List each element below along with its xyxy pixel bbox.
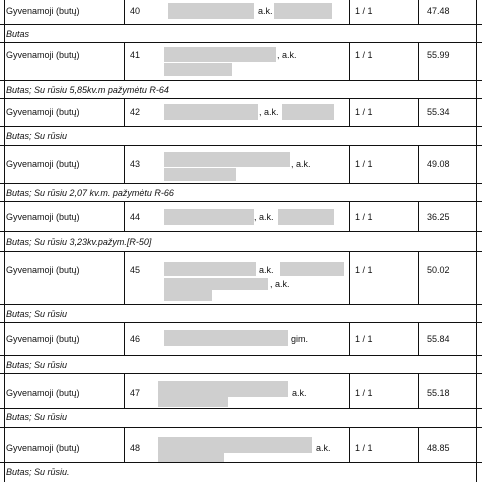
type-cell: Gyvenamoji (butų) xyxy=(6,212,80,222)
redacted-name xyxy=(164,47,276,62)
row-divider xyxy=(0,42,482,43)
column-divider xyxy=(418,145,419,183)
column-divider xyxy=(349,322,350,355)
personal-code-label: , a.k. xyxy=(277,50,297,60)
personal-code-label: , a.k. xyxy=(270,279,290,289)
row-divider xyxy=(0,80,482,81)
number-cell: 46 xyxy=(130,334,141,344)
column-divider xyxy=(418,373,419,408)
type-cell: Gyvenamoji (butų) xyxy=(6,50,80,60)
redacted-name xyxy=(164,262,256,276)
number-cell: 41 xyxy=(130,50,141,60)
type-cell: Gyvenamoji (butų) xyxy=(6,159,80,169)
redacted-name xyxy=(168,3,254,19)
number-cell: 45 xyxy=(130,265,141,275)
column-divider xyxy=(418,98,419,126)
row-note: Butas; Su rūsiu 5,85kv.m pažymėtu R-64 xyxy=(6,85,169,95)
area-cell: 49.08 xyxy=(427,159,450,169)
row-divider xyxy=(0,201,482,202)
area-cell: 55.18 xyxy=(427,388,450,398)
row-divider xyxy=(0,322,482,323)
personal-code-label: , a.k. xyxy=(259,107,279,117)
number-cell: 42 xyxy=(130,107,141,117)
redacted-name xyxy=(164,278,268,290)
redacted-personal-code xyxy=(278,209,334,225)
redacted-name xyxy=(164,152,290,167)
personal-code-label: a.k. xyxy=(258,6,273,16)
redacted-personal-code xyxy=(164,63,232,76)
column-divider xyxy=(124,201,125,231)
column-divider xyxy=(418,201,419,231)
area-cell: 48.85 xyxy=(427,443,450,453)
column-divider xyxy=(124,427,125,462)
area-cell: 36.25 xyxy=(427,212,450,222)
column-divider xyxy=(349,42,350,80)
column-divider xyxy=(349,145,350,183)
redacted-personal-code xyxy=(282,104,334,120)
area-cell: 47.48 xyxy=(427,6,450,16)
row-divider xyxy=(0,373,482,374)
redacted-personal-code xyxy=(158,452,224,462)
row-divider xyxy=(0,183,482,184)
row-note: Butas; Su rūsiu 3,23kv.pažym.[R-50] xyxy=(6,237,152,247)
column-divider xyxy=(349,427,350,462)
number-cell: 40 xyxy=(130,6,141,16)
column-divider xyxy=(418,427,419,462)
type-cell: Gyvenamoji (butų) xyxy=(6,388,80,398)
row-divider xyxy=(0,304,482,305)
row-divider xyxy=(0,427,482,428)
number-cell: 48 xyxy=(130,443,141,453)
redacted-name xyxy=(164,104,258,120)
row-note: Butas; Su rūsiu xyxy=(6,412,68,422)
share-cell: 1 / 1 xyxy=(355,6,373,16)
row-divider xyxy=(0,24,482,25)
redacted-personal-code xyxy=(280,262,344,276)
column-divider xyxy=(124,373,125,408)
row-divider xyxy=(0,145,482,146)
area-cell: 55.99 xyxy=(427,50,450,60)
column-divider xyxy=(124,42,125,80)
table-row xyxy=(0,0,482,24)
redacted-name xyxy=(158,437,312,453)
redacted-personal-code xyxy=(164,168,236,181)
type-cell: Gyvenamoji (butų) xyxy=(6,6,80,16)
redacted-personal-code xyxy=(158,397,228,407)
table-right-border xyxy=(476,0,477,482)
personal-code-label: a.k. xyxy=(316,443,331,453)
number-cell: 47 xyxy=(130,388,141,398)
type-cell: Gyvenamoji (butų) xyxy=(6,443,80,453)
column-divider xyxy=(418,42,419,80)
number-cell: 44 xyxy=(130,212,141,222)
row-divider xyxy=(0,126,482,127)
share-cell: 1 / 1 xyxy=(355,50,373,60)
column-divider xyxy=(418,322,419,355)
birth-date-label: gim. xyxy=(291,334,309,344)
share-cell: 1 / 1 xyxy=(355,265,373,275)
share-cell: 1 / 1 xyxy=(355,388,373,398)
column-divider xyxy=(349,98,350,126)
row-note: Butas; Su rūsiu xyxy=(6,131,68,141)
type-cell: Gyvenamoji (butų) xyxy=(6,107,80,117)
area-cell: 55.34 xyxy=(427,107,450,117)
table-left-border xyxy=(4,0,5,482)
column-divider xyxy=(124,145,125,183)
redacted-personal-code xyxy=(274,3,332,19)
share-cell: 1 / 1 xyxy=(355,212,373,222)
row-note: Butas; Su rūsiu 2,07 kv.m. pažymėtu R-66 xyxy=(6,188,174,198)
column-divider xyxy=(124,322,125,355)
column-divider xyxy=(349,251,350,304)
row-divider xyxy=(0,462,482,463)
area-cell: 55.84 xyxy=(427,334,450,344)
personal-code-label: a.k. xyxy=(259,265,274,275)
share-cell: 1 / 1 xyxy=(355,334,373,344)
share-cell: 1 / 1 xyxy=(355,107,373,117)
row-divider xyxy=(0,231,482,232)
area-cell: 50.02 xyxy=(427,265,450,275)
share-cell: 1 / 1 xyxy=(355,443,373,453)
redacted-personal-code xyxy=(164,290,212,301)
personal-code-label: , a.k. xyxy=(254,212,274,222)
row-note: Butas; Su rūsiu xyxy=(6,309,68,319)
column-divider xyxy=(124,251,125,304)
row-divider xyxy=(0,98,482,99)
row-note: Butas; Su rūsiu. xyxy=(6,467,70,477)
row-divider xyxy=(0,408,482,409)
column-divider xyxy=(349,201,350,231)
number-cell: 43 xyxy=(130,159,141,169)
column-divider xyxy=(349,373,350,408)
column-divider xyxy=(418,251,419,304)
row-divider xyxy=(0,251,482,252)
redacted-name xyxy=(164,330,288,346)
row-note: Butas; Su rūsiu xyxy=(6,360,68,370)
type-cell: Gyvenamoji (butų) xyxy=(6,265,80,275)
redacted-name xyxy=(158,381,288,397)
share-cell: 1 / 1 xyxy=(355,159,373,169)
type-cell: Gyvenamoji (butų) xyxy=(6,334,80,344)
row-note: Butas xyxy=(6,29,30,39)
row-divider xyxy=(0,355,482,356)
personal-code-label: a.k. xyxy=(292,388,307,398)
redacted-name xyxy=(164,209,254,225)
column-divider xyxy=(124,98,125,126)
personal-code-label: , a.k. xyxy=(291,159,311,169)
